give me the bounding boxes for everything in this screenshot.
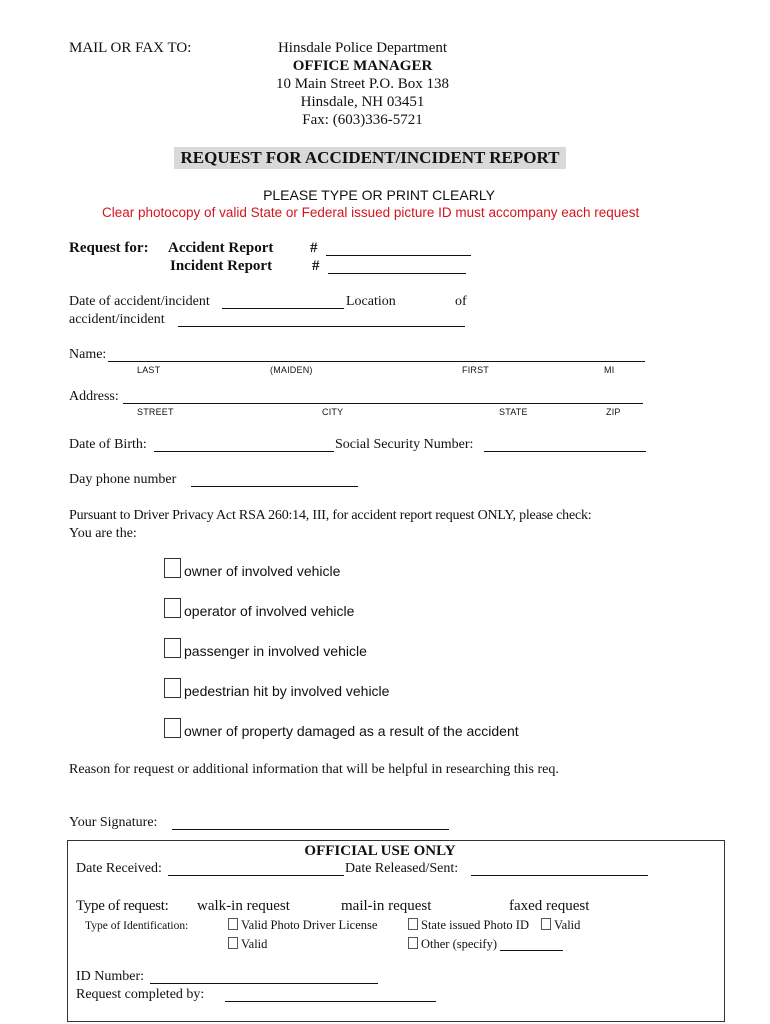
pedestrian-label: pedestrian hit by involved vehicle — [184, 683, 390, 699]
other-label: Other (specify) — [421, 937, 498, 951]
request-for-label: Request for: — [69, 240, 149, 256]
incident-hash: # — [312, 258, 320, 274]
other-checkbox[interactable] — [408, 937, 418, 949]
accident-hash: # — [310, 240, 318, 256]
valid-option[interactable] — [541, 918, 580, 933]
completed-by-label: Request completed by: — [76, 987, 205, 1002]
faxed-option[interactable]: faxed request — [509, 898, 590, 914]
id-number-field[interactable] — [150, 983, 378, 984]
address-sub-state: STATE — [499, 407, 528, 417]
operator-vehicle-label: operator of involved vehicle — [184, 603, 355, 619]
id-notice: Clear photocopy of valid State or Federal issued picture ID must accompany each request — [102, 205, 640, 220]
other-specify-field[interactable] — [500, 950, 563, 951]
day-phone-label: Day phone number — [69, 472, 177, 487]
id-number-label: ID Number: — [76, 969, 145, 984]
ssn-label: Social Security Number: — [335, 437, 474, 452]
mail-in-option[interactable]: mail-in request — [341, 898, 432, 914]
address-sub-city: CITY — [322, 407, 344, 417]
location-label: Location — [346, 294, 396, 309]
state-photo-id-checkbox[interactable] — [408, 918, 418, 930]
form-title: REQUEST FOR ACCIDENT/INCIDENT REPORT — [174, 147, 566, 169]
address-field[interactable] — [123, 403, 643, 404]
city-address: Hinsdale, NH 03451 — [300, 94, 425, 110]
operator-vehicle-checkbox[interactable] — [164, 598, 181, 618]
privacy-act-text: Pursuant to Driver Privacy Act RSA 260:14, III, for accident report request ONLY, please check: — [69, 508, 592, 523]
signature-label: Your Signature: — [69, 815, 158, 830]
signature-field[interactable] — [172, 829, 449, 830]
dob-field[interactable] — [154, 451, 334, 452]
walk-in-option[interactable]: walk-in request — [197, 898, 290, 914]
valid-checkbox-2[interactable] — [228, 937, 238, 949]
address-label: Address: — [69, 389, 119, 404]
owner-vehicle-checkbox[interactable] — [164, 558, 181, 578]
name-sub-first: FIRST — [462, 365, 489, 375]
incident-number-field[interactable] — [328, 273, 466, 274]
passenger-vehicle-label: passenger in involved vehicle — [184, 643, 367, 659]
valid-label: Valid — [554, 918, 581, 932]
location-of-label: of — [455, 294, 467, 309]
dob-label: Date of Birth: — [69, 437, 147, 452]
name-sub-maiden: (MAIDEN) — [270, 365, 313, 375]
accident-incident-label: accident/incident — [69, 312, 165, 327]
valid-option-2[interactable] — [228, 937, 267, 952]
date-released-field[interactable] — [471, 875, 648, 876]
accident-number-field[interactable] — [326, 255, 471, 256]
date-released-label: Date Released/Sent: — [345, 861, 459, 876]
ssn-field[interactable] — [484, 451, 646, 452]
name-label: Name: — [69, 347, 107, 362]
type-request-label: Type of request: — [76, 898, 169, 914]
other-option[interactable] — [408, 937, 497, 952]
address-sub-zip: ZIP — [606, 407, 621, 417]
reason-label: Reason for request or additional information that will be helpful in researching this req. — [69, 762, 559, 777]
name-sub-last: LAST — [137, 365, 161, 375]
property-owner-label: owner of property damaged as a result of the accident — [184, 723, 519, 739]
valid-photo-dl-option[interactable] — [228, 918, 377, 933]
street-address: 10 Main Street P.O. Box 138 — [276, 76, 449, 92]
valid-label-2: Valid — [241, 937, 268, 951]
date-accident-label: Date of accident/incident — [69, 294, 210, 309]
completed-by-field[interactable] — [225, 1001, 436, 1002]
date-received-label: Date Received: — [76, 861, 162, 876]
incident-report-label: Incident Report — [170, 258, 273, 274]
address-sub-street: STREET — [137, 407, 174, 417]
official-use-title: OFFICIAL USE ONLY — [304, 843, 456, 859]
print-clearly: PLEASE TYPE OR PRINT CLEARLY — [263, 187, 495, 203]
valid-checkbox[interactable] — [541, 918, 551, 930]
day-phone-field[interactable] — [191, 486, 358, 487]
dept-name: Hinsdale Police Department — [277, 40, 448, 56]
property-owner-checkbox[interactable] — [164, 718, 181, 738]
type-id-label: Type of Identification: — [85, 920, 189, 932]
owner-vehicle-label: owner of involved vehicle — [184, 563, 341, 579]
name-field[interactable] — [108, 361, 645, 362]
state-photo-id-option[interactable] — [408, 918, 529, 933]
pedestrian-checkbox[interactable] — [164, 678, 181, 698]
location-field[interactable] — [178, 326, 465, 327]
mail-label: MAIL OR FAX TO: — [69, 40, 192, 56]
date-accident-field[interactable] — [222, 308, 344, 309]
valid-photo-dl-checkbox[interactable] — [228, 918, 238, 930]
fax-number: Fax: (603)336-5721 — [302, 112, 423, 128]
name-sub-mi: MI — [604, 365, 615, 375]
valid-photo-dl-label: Valid Photo Driver License — [241, 918, 378, 932]
passenger-vehicle-checkbox[interactable] — [164, 638, 181, 658]
state-photo-id-label: State issued Photo ID — [421, 918, 529, 932]
date-received-field[interactable] — [168, 875, 344, 876]
you-are-the: You are the: — [69, 526, 137, 541]
accident-report-label: Accident Report — [168, 240, 274, 256]
office-manager: OFFICE MANAGER — [292, 58, 433, 74]
